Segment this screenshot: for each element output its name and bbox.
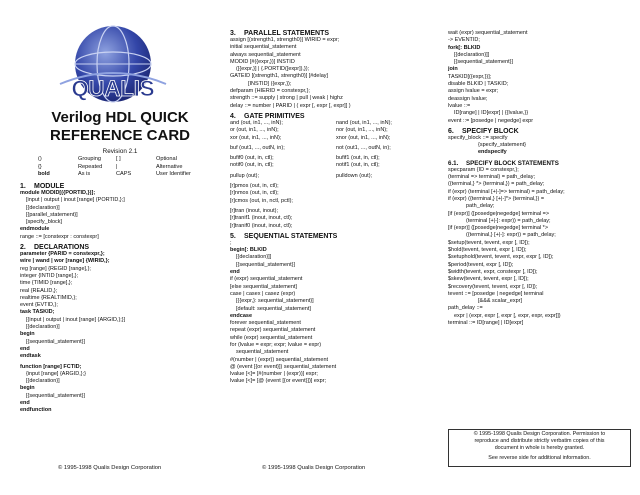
code-line: {input [range] {ARGID,};} <box>26 370 86 377</box>
code-line: repeat (expr) sequential_statement <box>230 327 316 334</box>
code-line: $hold(tevent, tevent, expr [, ID]); <box>448 247 527 254</box>
code-line: endspecify <box>478 149 507 156</box>
code-line: fork[: BLKID <box>448 44 481 51</box>
code-line: path_delay ::= <box>448 305 483 312</box>
section-heading: 1. MODULE <box>20 183 65 190</box>
section-heading: 3. PARALLEL STATEMENTS <box>230 30 330 37</box>
code-line: delay ::= number | PARID | ( expr [, expr [, expr]] ) <box>230 102 351 109</box>
code-line: [{{expr,}: sequential_statement}] <box>236 298 314 305</box>
code-line: end <box>20 345 30 352</box>
code-line: join <box>448 66 458 73</box>
code-line: [{sequential_statement}] <box>26 338 86 345</box>
code-line: wire | wand | wor [range] {WIRID,}; <box>20 258 110 265</box>
code-line: $period(tevent, expr [, ID]); <box>448 261 514 268</box>
title-line-1: Verilog HDL QUICK <box>51 109 189 126</box>
code-line: lvalue [<]= [#(number | (expr))] expr; <box>230 371 318 378</box>
legend-row: () Grouping [ ] Optional <box>38 156 177 162</box>
legend-row: bold As is CAPS User Identifier <box>38 171 191 178</box>
code-line: deassign lvalue; <box>448 95 488 102</box>
code-line: (terminal => terminal) = path_delay; <box>448 174 535 181</box>
code-line: integer {INTID [range],}; <box>20 272 79 279</box>
gate-row: notif0 (out, in, ctl); notif1 (out, in, ctl); <box>230 162 380 169</box>
code-line: always sequential_statement <box>230 51 301 58</box>
code-line: [{sequential_statement}] <box>454 59 514 66</box>
code-line: [r]pmos (out, in, ctl); <box>230 183 279 190</box>
code-line: function [range] FCTID; <box>20 363 82 370</box>
code-line: [default: sequential_statement] <box>236 305 311 312</box>
code-line: case | casex | casez (expr) <box>230 290 296 297</box>
code-line: specify_block ::= specify <box>448 134 508 141</box>
section-heading: 2. DECLARATIONS <box>20 244 90 252</box>
code-line: [specify_block] <box>26 219 63 226</box>
code-line: defparam {HIERID = constexpr,}; <box>230 88 310 95</box>
subsection-heading: 6.1. SPECIFY BLOCK STATEMENTS <box>448 159 559 167</box>
code-line: [else sequential_statement] <box>230 283 297 290</box>
code-line: lvalue [<]= [@ (event [{or event}])] expr; <box>230 378 327 385</box>
code-line: for (lvalue = expr; expr; lvalue = expr) <box>230 341 322 348</box>
code-line: [r]tranif0 (inout, inout, ctl); <box>230 222 293 229</box>
gate-row: or (out, in1, ..., inN); nor (out, in1, ..., inN); <box>230 127 388 134</box>
code-line: disable BLKID | TASKID; <box>448 81 509 88</box>
code-line: [{parallel_statement}] <box>26 211 78 218</box>
column-1 <box>20 183 220 415</box>
code-line: event {EVTID,}; <box>20 302 58 309</box>
code-line: $setuphold(tevent, tevent, expr, expr [, ID]); <box>448 254 554 261</box>
column-2 <box>230 30 440 386</box>
revision-label: Revision 2.1 <box>102 148 138 155</box>
gate-row: and (out, in1, ..., inN); nand (out, in1, ..., inN); <box>230 119 392 126</box>
code-line: [{sequential_statement}] <box>26 392 86 399</box>
logo-text: QUALIS <box>71 76 155 101</box>
section-heading: 4. GATE PRIMITIVES <box>230 112 305 120</box>
code-line: strength ::= supply | strong | pull | weak | highz <box>230 95 343 102</box>
code-line: ({terminal,} *> {terminal,}) = path_delay; <box>448 181 545 188</box>
code-line: [{declaration}] <box>26 204 60 211</box>
code-line: -> EVENTID; <box>448 37 480 44</box>
code-line: [&&& scalar_expr] <box>478 298 523 305</box>
code-line: path_delay; <box>466 203 495 210</box>
column-3 <box>448 30 633 327</box>
code-line: forever sequential_statement <box>230 320 301 327</box>
code-line: [INSTID] ({expr,}); <box>248 80 292 87</box>
code-line: [{declaration}]] <box>454 51 490 58</box>
code-line: range ::= [constexpr : constexpr] <box>20 233 99 240</box>
legend-row: {} Repeated | Alternative <box>38 163 183 170</box>
code-line: $recovery(tevent, tevent, expr [, ID]); <box>448 283 538 290</box>
code-line: sequential_statement <box>236 349 289 356</box>
section-heading: 6. SPECIFY BLOCK <box>448 127 519 135</box>
code-line: assign [(strength1, strength0)] WIRID = expr; <box>230 37 340 43</box>
footer-copyright-center: © 1995-1998 Qualis Design Corporation <box>262 465 366 471</box>
code-line: endmodule <box>20 226 50 233</box>
code-line: endtask <box>20 353 41 360</box>
code-line: [{declaration}]] <box>236 254 272 261</box>
code-line: module MODID[({PORTID,})]; <box>20 190 96 196</box>
code-line: real {REALID,}; <box>20 287 58 294</box>
code-line: event ::= [posedge | negedge] expr <box>448 117 534 124</box>
code-line: end <box>230 269 240 276</box>
title-line-2: REFERENCE CARD <box>49 127 190 144</box>
code-line: endcase <box>230 312 253 319</box>
code-line: begin[: BLKID <box>230 247 267 254</box>
code-line: @ (event [{or event}]) sequential_statement <box>230 363 337 370</box>
page-title <box>20 109 220 145</box>
code-line: [r]nmos (out, in, ctl); <box>230 190 279 197</box>
code-line: #(number | (expr)) sequential_statement <box>230 356 329 363</box>
notation-legend <box>38 156 191 179</box>
code-line: expr | (expr, expr [, expr [, expr, expr, expr]]) <box>454 312 561 319</box>
code-line: if (expr) sequential_statement <box>230 276 303 283</box>
qualis-logo <box>48 22 178 117</box>
code-line: [{declaration}] <box>26 378 60 385</box>
copyright-notice-box: © 1995-1998 Qualis Design Corporation. Permission to reproduce and distribute strictly verbatim copies of this document in whole is hereby granted. See reverse side for additional information. <box>448 429 631 467</box>
gate-row: buf (out1, ..., outN, in); not (out1, ..., outN, in); <box>230 144 391 151</box>
code-line: [input | output | inout [range] {PORTID,};] <box>26 197 125 204</box>
code-line: $skew(tevent, tevent, expr [, ID]); <box>448 276 529 283</box>
code-line: [{sequential_statement}] <box>236 261 296 268</box>
code-line: [if (expr)] ([posedge|negedge] terminal *> <box>448 225 549 232</box>
code-line: MODID [#({expr,})] INSTID <box>230 58 295 65</box>
code-line: end <box>20 400 30 407</box>
code-line: assign lvalue = expr; <box>448 88 499 95</box>
code-line: if (expr) ({terminal,} [+|-]*> {terminal,}) = <box>448 195 545 202</box>
globe-icon <box>48 22 178 117</box>
code-line: (terminal [+|-]: expr)) = path_delay; <box>466 217 551 224</box>
code-line: specparam {ID = constexpr,}; <box>448 166 519 173</box>
code-line: endfunction <box>20 407 52 414</box>
code-line: if (expr) (terminal [+|-]=> terminal) = path_delay; <box>448 188 565 195</box>
code-line: ([{expr,}] | {.PORTID([expr]),}); <box>236 66 310 73</box>
code-line: while (expr) sequential_statement <box>230 334 313 341</box>
code-line: time {TIMID [range],}; <box>20 280 73 287</box>
code-line: realtime {REALTIMID,}; <box>20 294 77 301</box>
code-line: [{declaration}] <box>26 324 60 331</box>
code-line: ({terminal,} [+|-]: expr)) = path_delay; <box>466 232 556 239</box>
gate-row: bufif0 (out, in, ctl); bufif1 (out, in, ctl); <box>230 155 380 162</box>
code-line: ; <box>230 239 232 246</box>
code-line: ID[range] | ID[expr] | {{lvalue,}} <box>454 110 529 117</box>
code-line: terminal ::= ID[range] | ID[expr] <box>448 319 524 326</box>
code-line: $setup(tevent, tevent, expr [, ID]); <box>448 239 530 246</box>
code-line: [r]tran (inout, inout); <box>230 207 278 214</box>
code-line: tevent ::= [posedge | negedge] terminal <box>448 290 544 297</box>
gate-row: pullup (out); pulldown (out); <box>230 172 373 179</box>
code-line: [{input | output | inout [range] {ARGID,};}] <box>26 316 126 323</box>
code-line: lvalue ::= <box>448 102 471 109</box>
gate-row: xor (out, in1, ..., inN); xnor (out, in1, ..., inN); <box>230 134 391 141</box>
section-heading: 5. SEQUENTIAL STATEMENTS <box>230 232 338 240</box>
code-line: {specify_statement} <box>478 142 527 149</box>
code-line: reg [range] {REGID [range],}; <box>20 265 91 272</box>
code-line: $width(tevent, expr, constexpr [, ID]); <box>448 268 538 275</box>
code-line: TASKID[({expr,})]; <box>448 73 492 80</box>
code-line: [r]cmos (out, in, nctl, pctl); <box>230 197 293 204</box>
code-line: begin <box>20 385 35 392</box>
code-line: begin <box>20 331 35 338</box>
code-line: parameter {PARID = constexpr,}; <box>20 251 105 258</box>
code-line: initial sequential_statement <box>230 44 297 51</box>
code-line: wait (expr) sequential_statement <box>448 30 528 36</box>
footer-copyright-left: © 1995-1998 Qualis Design Corporation <box>58 465 162 471</box>
code-line: task TASKID; <box>20 309 55 316</box>
code-line: [if (expr)] ([posedge|negedge] terminal => <box>448 210 550 217</box>
code-line: GATEID [(strength1, strength0)] [#delay] <box>230 73 329 80</box>
code-line: [r]tranif1 (inout, inout, ctl); <box>230 215 293 222</box>
